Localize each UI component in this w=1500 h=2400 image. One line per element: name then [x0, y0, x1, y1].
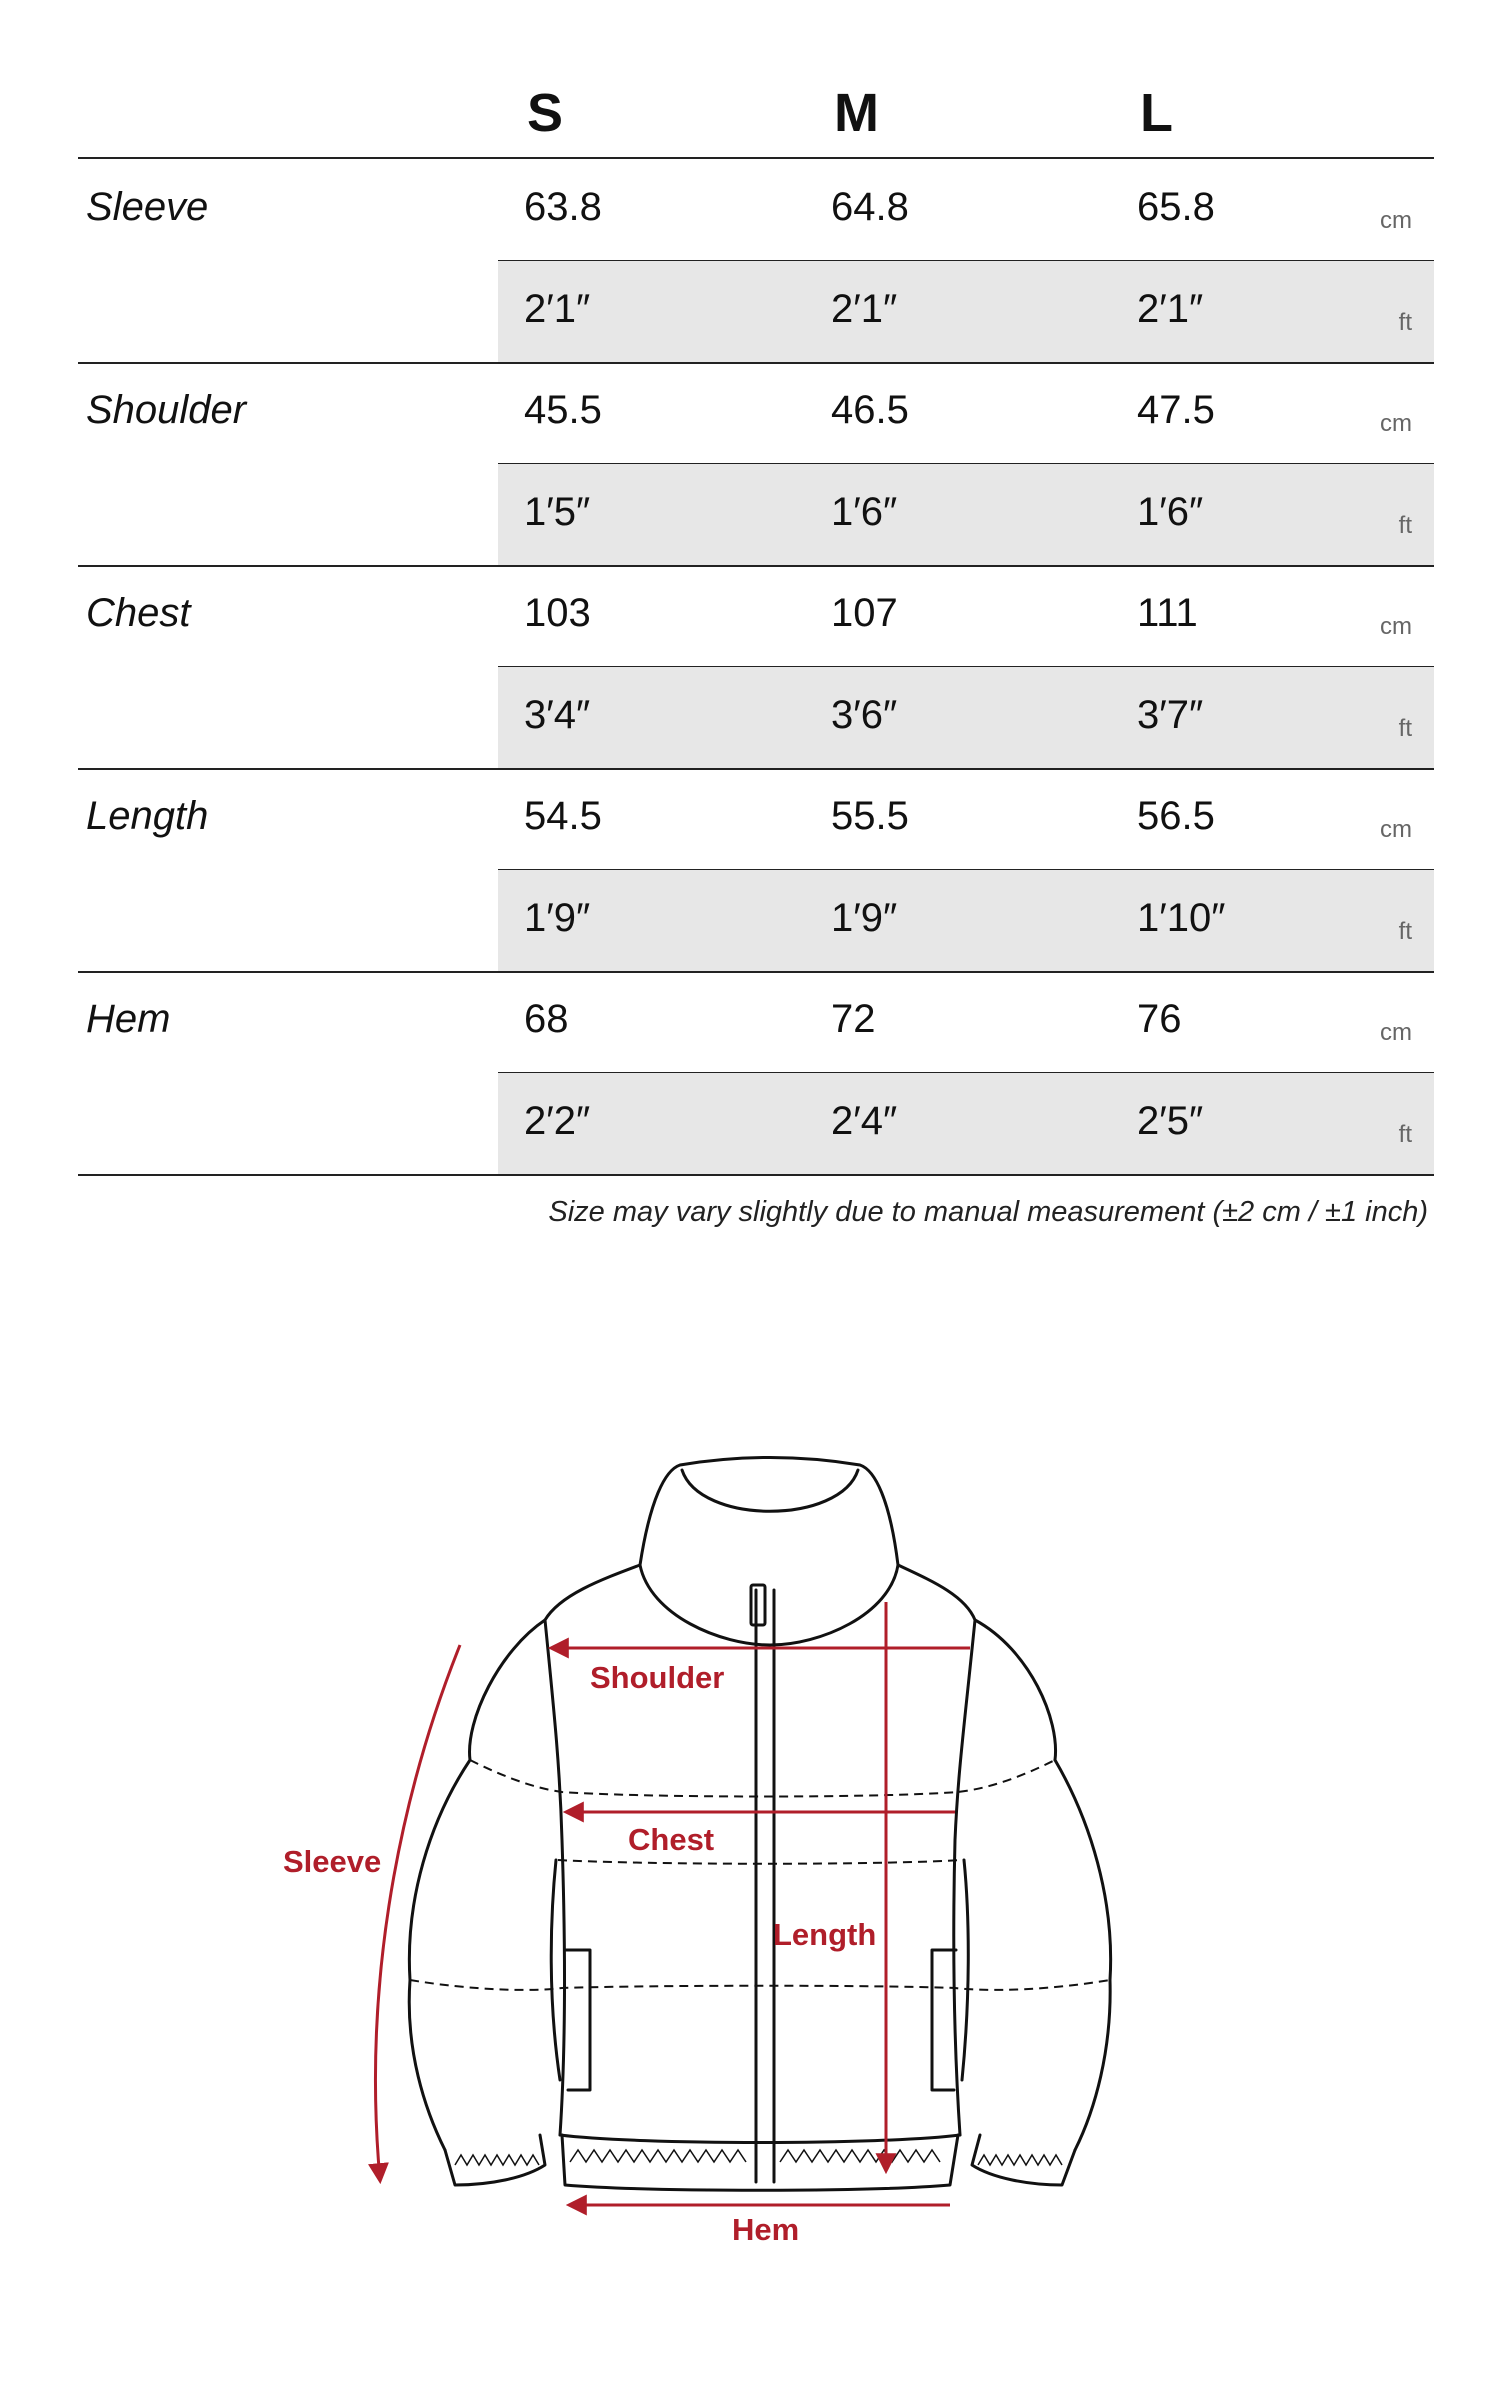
value-cell: 56.5 — [1137, 794, 1215, 838]
hem-label: Hem — [732, 2212, 800, 2247]
jacket-illustration — [0, 1440, 1500, 2280]
value-cell: 2′1″ — [1137, 287, 1204, 331]
value-cell: 54.5 — [524, 794, 602, 838]
size-header-l: L — [1140, 83, 1174, 143]
value-cell: 3′4″ — [524, 693, 591, 737]
shoulder-label: Shoulder — [590, 1660, 725, 1695]
row-group-hem — [78, 971, 1434, 1176]
value-cell: 68 — [524, 997, 569, 1041]
ft-row — [498, 667, 1434, 768]
value-cell: 45.5 — [524, 388, 602, 432]
row-label: Hem — [86, 997, 171, 1041]
jacket-outline — [409, 1458, 1110, 2191]
value-cell: 3′7″ — [1137, 693, 1204, 737]
unit-label-cm: cm — [1380, 1019, 1412, 1046]
row-group-shoulder — [78, 362, 1434, 567]
value-cell: 64.8 — [831, 185, 909, 229]
value-cell: 1′9″ — [831, 896, 898, 940]
row-group-sleeve — [78, 159, 1434, 364]
value-cell: 65.8 — [1137, 185, 1215, 229]
jacket-measurement-diagram — [0, 1440, 1500, 2280]
value-cell: 63.8 — [524, 185, 602, 229]
cm-row — [498, 159, 1434, 262]
value-cell: 107 — [831, 591, 898, 635]
unit-label-cm: cm — [1380, 410, 1412, 437]
value-cell: 3′6″ — [831, 693, 898, 737]
size-header-row — [78, 0, 1434, 159]
ft-row — [498, 261, 1434, 362]
row-label: Chest — [86, 591, 191, 635]
cm-row — [498, 971, 1434, 1074]
row-label: Sleeve — [86, 185, 209, 229]
cm-row — [498, 565, 1434, 668]
cm-row — [498, 362, 1434, 465]
unit-label-ft: ft — [1398, 715, 1412, 742]
value-cell: 2′5″ — [1137, 1099, 1204, 1143]
value-cell: 46.5 — [831, 388, 909, 432]
row-label: Shoulder — [86, 388, 247, 432]
value-cell: 1′10″ — [1137, 896, 1226, 940]
size-header-m: M — [834, 83, 880, 143]
unit-label-ft: ft — [1398, 1121, 1412, 1148]
sleeve-label: Sleeve — [283, 1844, 382, 1879]
measurement-note: Size may vary slightly due to manual measurement (±2 cm / ±1 inch) — [548, 1196, 1428, 1228]
unit-label-cm: cm — [1380, 613, 1412, 640]
value-cell: 2′1″ — [831, 287, 898, 331]
unit-label-cm: cm — [1380, 207, 1412, 234]
ft-row — [498, 870, 1434, 971]
value-cell: 76 — [1137, 997, 1182, 1041]
unit-label-cm: cm — [1380, 816, 1412, 843]
value-cell: 111 — [1137, 591, 1198, 635]
value-cell: 1′9″ — [524, 896, 591, 940]
row-group-chest — [78, 565, 1434, 770]
value-cell: 2′4″ — [831, 1099, 898, 1143]
chest-label: Chest — [628, 1822, 715, 1857]
value-cell: 2′2″ — [524, 1099, 591, 1143]
unit-label-ft: ft — [1398, 309, 1412, 336]
value-cell: 47.5 — [1137, 388, 1215, 432]
value-cell: 1′6″ — [1137, 490, 1204, 534]
quilting-seams — [410, 1760, 1110, 1990]
cm-row — [498, 768, 1434, 871]
row-label: Length — [86, 794, 209, 838]
size-header-s: S — [527, 83, 565, 143]
length-label: Length — [773, 1917, 877, 1952]
value-cell: 55.5 — [831, 794, 909, 838]
ft-row — [498, 464, 1434, 565]
value-cell: 103 — [524, 591, 591, 635]
value-cell: 1′6″ — [831, 490, 898, 534]
unit-label-ft: ft — [1398, 918, 1412, 945]
unit-label-ft: ft — [1398, 512, 1412, 539]
value-cell: 72 — [831, 997, 876, 1041]
value-cell: 1′5″ — [524, 490, 591, 534]
sleeve-arrow — [375, 1645, 460, 2180]
value-cell: 2′1″ — [524, 287, 591, 331]
row-group-length — [78, 768, 1434, 973]
ft-row — [498, 1073, 1434, 1174]
